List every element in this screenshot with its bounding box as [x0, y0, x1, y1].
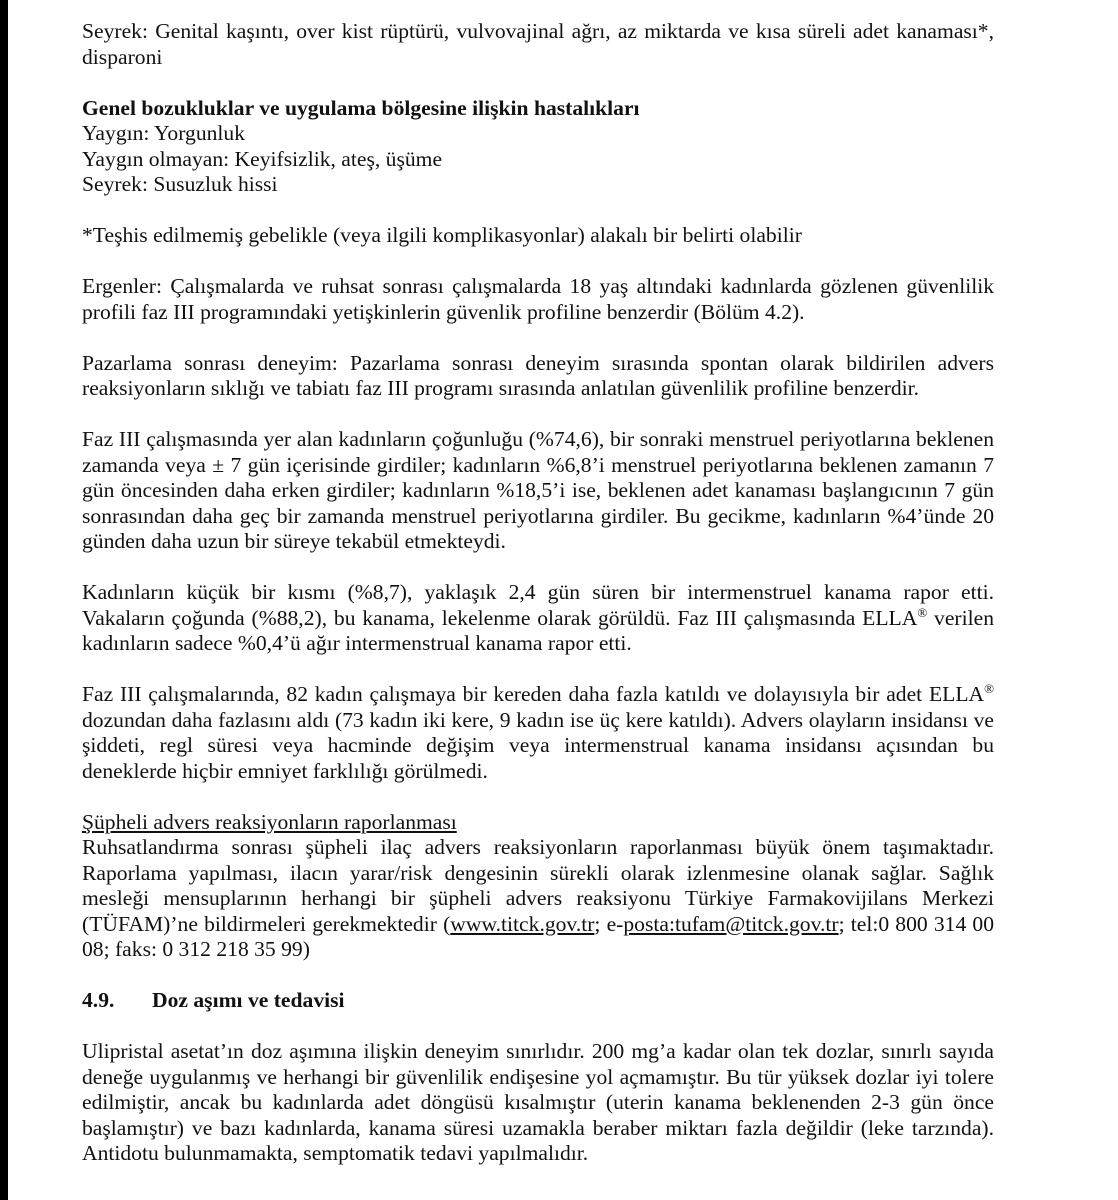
- document-page: [82, 19, 994, 1167]
- registered-mark: ®: [984, 680, 994, 696]
- text-run: Kadınların küçük bir kısmı (%8,7), yaklaşık 2,4 gün süren bir intermenstruel kanama rapor etti. Vakaların çoğunda (%88,2), bu kanama, lekelenme olarak görüldü. Faz III çalışmasında ELLA: [82, 580, 994, 630]
- uncommon-line: Yaygın olmayan: Keyifsizlik, ateş, üşüme: [82, 146, 443, 171]
- text-run: dozundan daha fazlasını aldı (73 kadın iki kere, 9 kadın ise üç kere katıldı). Advers olayların insidansı ve şiddeti, regl süresi veya hacminde değişim veya intermenstrual kanama insidansı açısından bu deneklerde hiçbir emniyet farklılığı görülmedi.: [82, 707, 994, 783]
- paragraph-rare-genital: Seyrek: Genital kaşıntı, over kist rüptürü, vulvovajinal ağrı, az miktarda ve kısa süreli adet kanaması*, disparoni: [82, 19, 994, 69]
- paragraph-menstrual-timing: Faz III çalışmasında yer alan kadınların çoğunluğu (%74,6), bir sonraki menstruel periyotlarına beklenen zamanda veya ± 7 gün içerisinde girdiler; kadınların %6,8’i menstruel periyotlarına beklenen zamanın 7 gün öncesinden daha erken girdiler; kadınların %18,5’i ise, beklenen adet kanaması başlangıcının 7 gün sonrasından daha geç bir zamanda menstruel periyotlarına girdiler. Bu gecikme, kadınların %4’ünde 20 günden daha uzun bir süreye tekabül etmekteydi.: [82, 427, 994, 553]
- scan-edge: [0, 0, 8, 1200]
- section-number: 4.9.: [82, 988, 115, 1012]
- section-heading: [82, 988, 994, 1014]
- registered-mark: ®: [917, 604, 928, 620]
- general-disorders-heading: Genel bozukluklar ve uygulama bölgesine ilişkin hastalıkları: [82, 95, 640, 120]
- paragraph-post-marketing: Pazarlama sonrası deneyim: Pazarlama sonrası deneyim sırasında spontan olarak bildirilen advers reaksiyonların sıklığı ve tabiatı faz III programı sırasında anlatılan güvenlilik profiline benzerdir.: [82, 350, 994, 400]
- adverse-reporting-heading: Şüpheli advers reaksiyonların raporlanması: [82, 809, 457, 834]
- footnote-pregnancy: *Teşhis edilmemiş gebelikle (veya ilgili komplikasyonlar) alakalı bir belirti olabilir: [82, 223, 802, 247]
- text-run: ; tel:0 800 314 00 08; faks: 0 312 218 35 99): [82, 911, 994, 961]
- section-title: Doz aşımı ve tedavisi: [152, 988, 345, 1012]
- text-run: verilen kadınların sadece %0,4’ü ağır intermenstrual kanama rapor etti.: [82, 605, 994, 655]
- paragraph-overdose: Ulipristal asetat’ın doz aşımına ilişkin deneyim sınırlıdır. 200 mg’a kadar olan tek dozlar, sınırlı sayıda deneğe uygulanmış ve herhangi bir güvenlilik endişesine yol açmamıştır. Bu tür yüksek dozlar iyi tolere edilmiştir, ancak bu kadınlarda adet döngüsü kısalmıştır (uterin kanama beklenenden 2-3 gün önce başlamıştır) ve bazı kadınlarda, kanama süresi uzamakla beraber miktarı fazla değildir (leke tarzında). Antidotu bulunmamakta, semptomatik tedavi yapılmalıdır.: [82, 1039, 994, 1165]
- general-disorders-block: [82, 96, 994, 198]
- common-line: Yaygın: Yorgunluk: [82, 121, 246, 145]
- website-link[interactable]: www.titck.gov.tr: [450, 911, 595, 936]
- text-run: Ruhsatlandırma sonrası şüpheli ilaç advers reaksiyonların raporlanması büyük önem taşımaktadır. Raporlama yapılması, ilacın yarar/risk dengesinin sürekli olarak izlenmesine olanak sağlar. Sağlık mesleği mensuplarının herhangi bir şüpheli advers reaksiyonu Türkiye Farmakovijilans Merkezi (TÜFAM)’ne bildirmeleri gerekmektedir (: [82, 835, 994, 936]
- paragraph-adverse-reporting: [82, 835, 994, 963]
- adverse-reporting-block: [82, 810, 994, 963]
- text-run: Faz III çalışmalarında, 82 kadın çalışmaya bir kereden daha fazla katıldı ve dolayısıyla bir adet ELLA: [82, 682, 985, 706]
- text-run: ; e-: [594, 911, 624, 936]
- email-link[interactable]: posta:tufam@titck.gov.tr: [623, 911, 839, 936]
- paragraph-adolescents: Ergenler: Çalışmalarda ve ruhsat sonrası çalışmalarda 18 yaş altındaki kadınlarda gözlenen güvenlilik profili faz III programındaki yetişkinlerin güvenlik profiline benzerdir (Bölüm 4.2).: [82, 274, 994, 324]
- rare-line: Seyrek: Susuzluk hissi: [82, 172, 278, 196]
- paragraph-repeat-participation: [82, 682, 994, 784]
- paragraph-intermenstrual-bleeding: [82, 580, 994, 657]
